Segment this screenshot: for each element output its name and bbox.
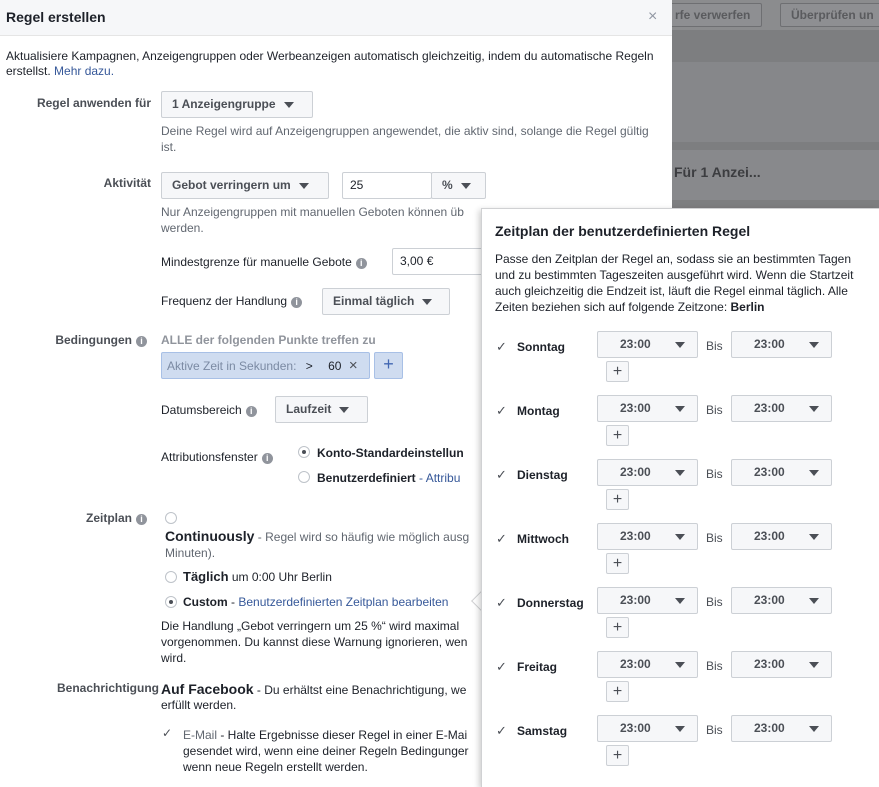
end-time-dropdown[interactable]	[731, 459, 832, 486]
frequency-value: Einmal täglich	[333, 294, 415, 308]
daily-title: Täglich	[183, 569, 229, 584]
email-option[interactable]	[183, 727, 483, 775]
bis-label: Bis	[706, 659, 723, 673]
attribution-custom-label[interactable]	[317, 471, 460, 485]
custom-schedule-popover	[481, 208, 879, 787]
start-time-dropdown[interactable]	[597, 459, 698, 486]
attribution-custom-text: Benutzerdefiniert	[317, 471, 416, 485]
end-time-dropdown[interactable]	[731, 587, 832, 614]
start-time-value: 23:00	[620, 465, 651, 479]
frequency-dropdown[interactable]	[322, 288, 450, 315]
schedule-label	[0, 511, 147, 525]
dialog-title: Regel erstellen	[6, 9, 106, 25]
chevron-down-icon	[809, 470, 819, 476]
apply-rule-dropdown[interactable]	[161, 91, 313, 118]
day-checkbox[interactable]: ✓	[496, 531, 507, 546]
end-time-value: 23:00	[754, 529, 785, 543]
add-time-button[interactable]: +	[606, 553, 629, 574]
popover-desc-text: Passe den Zeitplan der Regel an, sodass sie an bestimmten Tagen und zu bestimmten Tageszeiten ausgeführt wird. Wenn die Startzeit auch gleichzeitig die Endzeit ist, läuft die Regel einmal täglich. Alle Zeiten beziehen sich auf folgende Zeitzone:	[495, 252, 854, 314]
conditions-label-text: Bedingungen	[55, 333, 132, 347]
start-time-value: 23:00	[620, 657, 651, 671]
activity-action-value: Gebot verringern um	[172, 178, 291, 192]
chevron-down-icon	[809, 406, 819, 412]
info-icon[interactable]: i	[356, 258, 367, 269]
add-time-button[interactable]: +	[606, 425, 629, 446]
custom-title: Custom	[183, 595, 228, 609]
popover-description	[495, 251, 865, 315]
background-tab: Für 1 Anzei...	[672, 150, 879, 200]
chevron-down-icon	[675, 726, 685, 732]
chevron-down-icon	[422, 299, 432, 305]
day-name: Dienstag	[517, 468, 568, 482]
conditions-rule: ALLE der folgenden Punkte treffen zu	[161, 333, 376, 347]
activity-action-dropdown[interactable]	[161, 172, 329, 199]
email-desc: - Halte Ergebnisse dieser Regel in einer E-Mai gesendet wird, wenn eine deiner Regeln Bedingunger wenn neue Regeln erstellt werden.	[183, 728, 469, 774]
info-icon[interactable]: i	[246, 406, 257, 417]
start-time-dropdown[interactable]	[597, 651, 698, 678]
facebook-desc: - Du erhältst eine Benachrichtigung, we	[253, 683, 467, 697]
condition-operator: >	[305, 359, 313, 373]
chevron-down-icon	[809, 662, 819, 668]
end-time-value: 23:00	[754, 593, 785, 607]
background-panel	[672, 62, 879, 142]
day-row-monday	[482, 403, 879, 467]
bis-label: Bis	[706, 595, 723, 609]
day-row-friday	[482, 659, 879, 723]
attribution-default-label[interactable]: Konto-Standardeinstellun	[317, 446, 464, 460]
schedule-continuously-label[interactable]	[165, 528, 469, 545]
end-time-value: 23:00	[754, 657, 785, 671]
chevron-down-icon	[339, 407, 349, 413]
bis-label: Bis	[706, 531, 723, 545]
start-time-dropdown[interactable]	[597, 715, 698, 742]
add-time-button[interactable]: +	[606, 745, 629, 766]
activity-unit-value: %	[442, 178, 453, 192]
close-icon[interactable]: ×	[648, 8, 658, 25]
dialog-header	[0, 0, 672, 36]
chevron-down-icon	[675, 598, 685, 604]
dialog-intro	[6, 49, 656, 79]
schedule-daily-label[interactable]	[183, 569, 332, 584]
end-time-dropdown[interactable]	[731, 395, 832, 422]
remove-icon[interactable]: ×	[348, 357, 358, 374]
activity-note: Nur Anzeigengruppen mit manuellen Geboten können üb	[161, 205, 464, 219]
chevron-down-icon	[284, 102, 294, 108]
end-time-value: 23:00	[754, 465, 785, 479]
end-time-dropdown[interactable]	[731, 331, 832, 358]
day-row-saturday	[482, 723, 879, 787]
day-row-sunday	[482, 339, 879, 403]
end-time-dropdown[interactable]	[731, 715, 832, 742]
chevron-down-icon	[675, 534, 685, 540]
end-time-value: 23:00	[754, 337, 785, 351]
start-time-value: 23:00	[620, 337, 651, 351]
day-row-thursday	[482, 595, 879, 659]
start-time-value: 23:00	[620, 721, 651, 735]
background-toolbar	[672, 0, 879, 30]
edit-custom-schedule-link[interactable]: Benutzerdefinierten Zeitplan bearbeiten	[238, 595, 449, 609]
bis-label: Bis	[706, 403, 723, 417]
chevron-down-icon	[675, 342, 685, 348]
add-time-button[interactable]: +	[606, 681, 629, 702]
continuously-desc: - Regel wird so häufig wie möglich ausg	[254, 530, 470, 544]
bis-label: Bis	[706, 467, 723, 481]
chevron-down-icon	[809, 726, 819, 732]
date-range-label-text: Datumsbereich	[161, 403, 242, 417]
notification-label: Benachrichtigung	[56, 681, 159, 695]
start-time-value: 23:00	[620, 593, 651, 607]
info-icon[interactable]: i	[136, 336, 147, 347]
chevron-down-icon	[461, 183, 471, 189]
day-name: Mittwoch	[517, 532, 569, 546]
continuously-desc-cont: Minuten).	[165, 546, 216, 560]
attribution-label-text: Attributionsfenster	[161, 450, 258, 464]
chevron-down-icon	[809, 598, 819, 604]
day-name: Sonntag	[517, 340, 565, 354]
activity-amount-input[interactable]: 25	[342, 172, 432, 199]
end-time-dropdown[interactable]	[731, 651, 832, 678]
min-bid-input[interactable]: 3,00 €	[392, 248, 487, 275]
end-time-dropdown[interactable]	[731, 523, 832, 550]
info-icon[interactable]: i	[136, 514, 147, 525]
schedule-daily-radio[interactable]	[165, 571, 177, 583]
day-checkbox[interactable]: ✓	[496, 467, 507, 482]
attribution-custom-radio[interactable]	[298, 471, 310, 483]
day-name: Samstag	[517, 724, 568, 738]
date-range-value: Laufzeit	[286, 402, 332, 416]
attribution-label	[161, 450, 273, 464]
start-time-dropdown[interactable]	[597, 523, 698, 550]
learn-more-link[interactable]: Mehr dazu.	[54, 64, 115, 78]
custom-sep: -	[227, 595, 239, 609]
chevron-down-icon	[675, 470, 685, 476]
conditions-label	[0, 333, 147, 347]
schedule-custom-label[interactable]	[183, 595, 448, 609]
add-time-button[interactable]: +	[606, 361, 629, 382]
min-bid-label	[161, 255, 367, 269]
day-name: Freitag	[517, 660, 558, 674]
review-button: Überprüfen un	[780, 3, 879, 27]
schedule-label-text: Zeitplan	[85, 511, 132, 525]
schedule-continuously-radio[interactable]	[165, 512, 177, 524]
intro-text: Aktualisiere Kampagnen, Anzeigengruppen oder Werbeanzeigen automatisch gleichzeitig, indem du automatische Regeln erstellst.	[6, 49, 654, 78]
date-range-dropdown[interactable]	[275, 396, 368, 423]
condition-value: 60	[328, 359, 342, 373]
day-row-tuesday	[482, 467, 879, 531]
frequency-label-text: Frequenz der Handlung	[161, 294, 288, 308]
popover-title: Zeitplan der benutzerdefinierten Regel	[495, 223, 751, 239]
attribution-link[interactable]: - Attribu	[419, 471, 461, 485]
popover-timezone: Berlin	[730, 300, 765, 314]
add-condition-button[interactable]: +	[374, 352, 403, 379]
email-title: E-Mail	[183, 728, 218, 742]
apply-rule-value: 1 Anzeigengruppe	[172, 97, 276, 111]
min-bid-label-text: Mindestgrenze für manuelle Gebote	[161, 255, 352, 269]
discard-changes-button: rfe verwerfen	[664, 3, 762, 27]
schedule-custom-radio[interactable]	[165, 596, 177, 608]
condition-token[interactable]	[161, 352, 370, 379]
apply-rule-label: Regel anwenden für	[36, 96, 151, 110]
chevron-down-icon	[299, 183, 309, 189]
day-name: Montag	[517, 404, 560, 418]
day-checkbox[interactable]: ✓	[496, 595, 507, 610]
email-checkbox[interactable]: ✓	[162, 726, 173, 740]
day-checkbox[interactable]: ✓	[496, 723, 507, 738]
chevron-down-icon	[809, 342, 819, 348]
chevron-down-icon	[809, 534, 819, 540]
activity-note-cont: werden.	[161, 221, 204, 235]
chevron-down-icon	[675, 406, 685, 412]
day-checkbox[interactable]: ✓	[496, 403, 507, 418]
day-name: Donnerstag	[517, 596, 584, 610]
info-icon[interactable]: i	[291, 297, 302, 308]
day-checkbox[interactable]: ✓	[496, 339, 507, 354]
bis-label: Bis	[706, 339, 723, 353]
info-icon[interactable]: i	[262, 453, 273, 464]
facebook-desc-cont: erfüllt werden.	[161, 698, 237, 712]
chevron-down-icon	[675, 662, 685, 668]
apply-rule-help: Deine Regel wird auf Anzeigengruppen angewendet, die aktiv sind, solange die Regel gültig ist.	[161, 124, 649, 154]
bis-label: Bis	[706, 723, 723, 737]
start-time-dropdown[interactable]	[597, 331, 698, 358]
start-time-dropdown[interactable]	[597, 587, 698, 614]
continuously-title: Continuously	[165, 528, 255, 544]
attribution-default-radio[interactable]	[298, 446, 310, 458]
facebook-title: Auf Facebook	[161, 681, 254, 697]
notification-facebook	[161, 681, 481, 697]
date-range-label	[161, 403, 257, 417]
start-time-value: 23:00	[620, 401, 651, 415]
frequency-label	[161, 294, 302, 308]
start-time-value: 23:00	[620, 529, 651, 543]
end-time-value: 23:00	[754, 401, 785, 415]
end-time-value: 23:00	[754, 721, 785, 735]
activity-unit-dropdown[interactable]	[431, 172, 486, 199]
daily-desc: um 0:00 Uhr Berlin	[228, 570, 332, 584]
condition-field: Aktive Zeit in Sekunden:	[167, 359, 297, 373]
day-checkbox[interactable]: ✓	[496, 659, 507, 674]
day-row-wednesday	[482, 531, 879, 595]
add-time-button[interactable]: +	[606, 617, 629, 638]
add-time-button[interactable]: +	[606, 489, 629, 510]
activity-label: Aktivität	[103, 176, 151, 190]
schedule-warning: Die Handlung „Gebot verringern um 25 %“ wird maximal vorgenommen. Du kannst diese Warnung ignorieren, wen wird.	[161, 619, 468, 665]
start-time-dropdown[interactable]	[597, 395, 698, 422]
